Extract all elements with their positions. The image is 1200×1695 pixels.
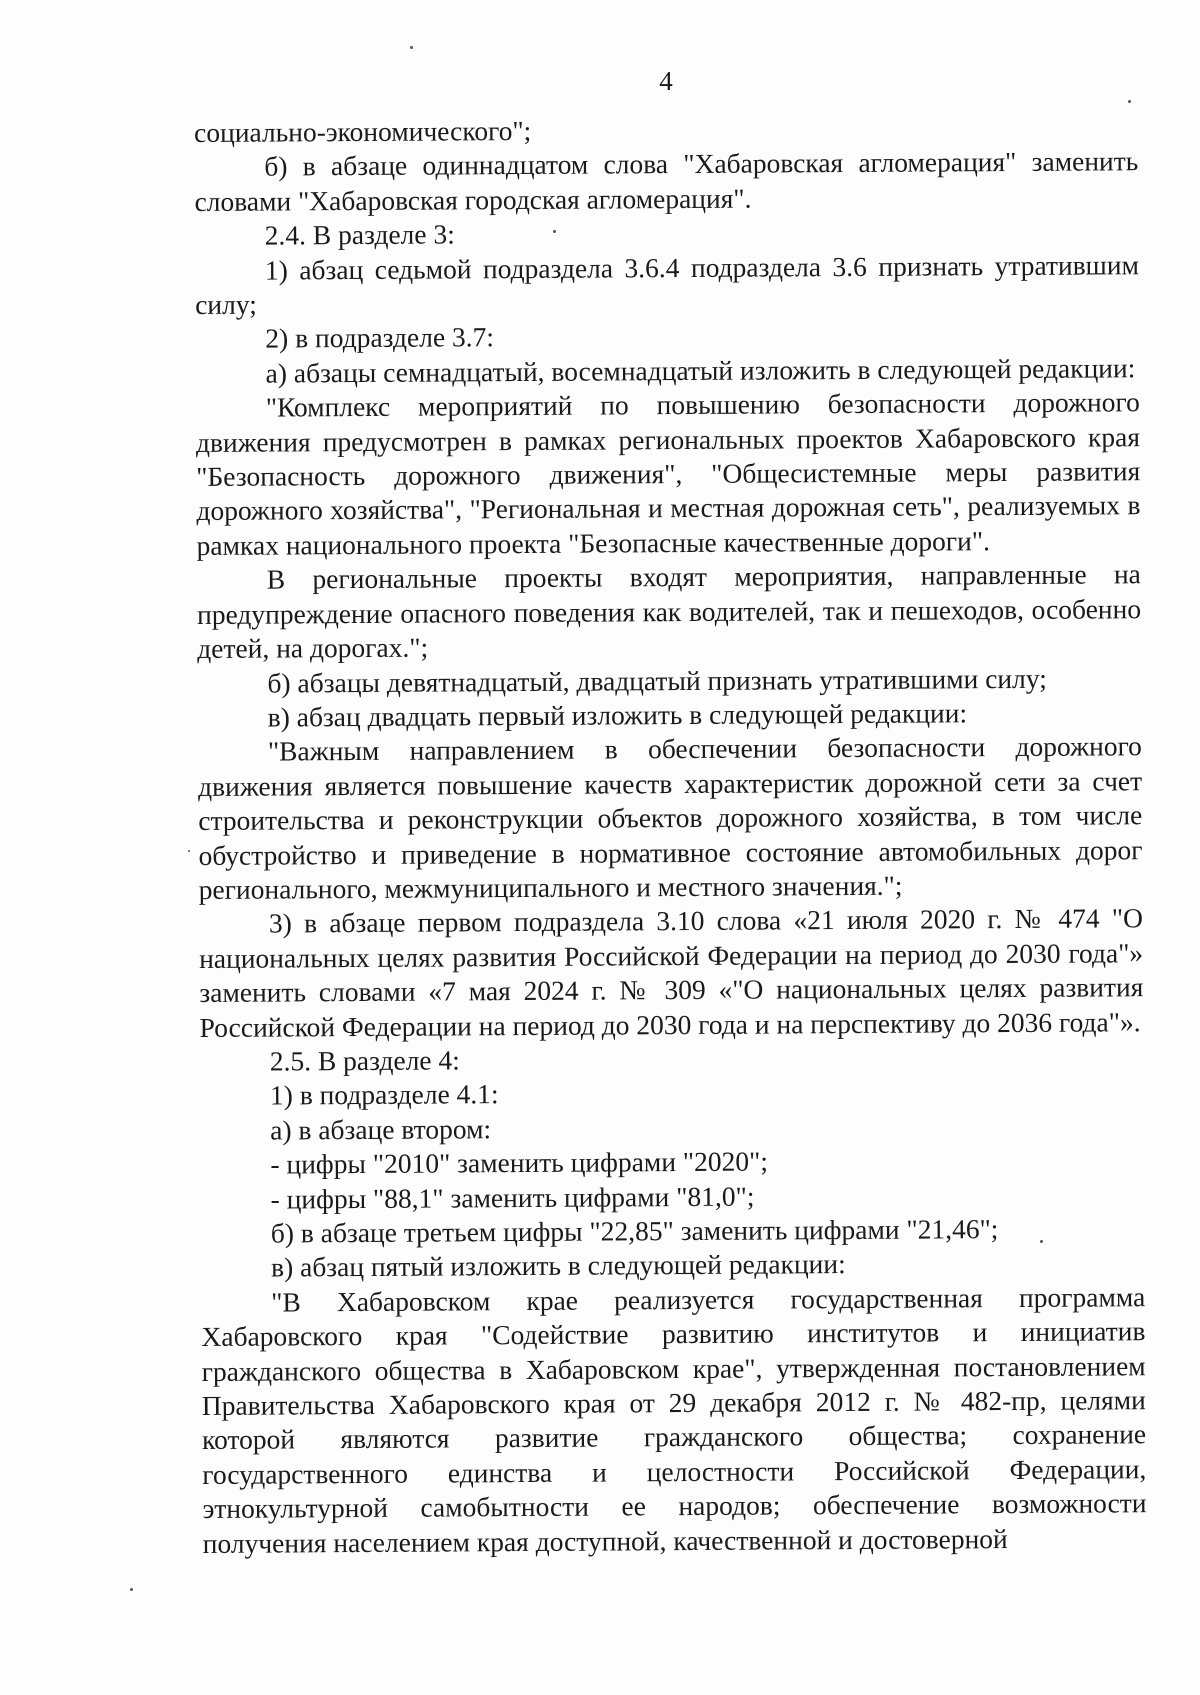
page-number: 4 — [659, 66, 673, 96]
paragraph: б) абзацы девятнадцатый, двадцатый признать утратившими силу; — [267, 662, 1047, 699]
paragraph: в) абзац пятый изложить в следующей редакции: — [270, 1248, 846, 1283]
paragraph: 1) в подразделе 4.1: — [269, 1078, 499, 1111]
paragraph: в) абзац двадцать первый изложить в следующей редакции: — [267, 697, 968, 733]
scan-speck — [1040, 1240, 1043, 1243]
paragraph: 2.5. В разделе 4: — [269, 1044, 460, 1077]
paragraph: "Важным направлением в обеспечении безопасности дорожного движения является повышение качеств характеристик дорожной сети за счет строительства и реконструкции объектов дорожного хозяйства, в том числе обустройство и приведение в нормативное состояние автомобильных дорог регионального, межмуниципального и местного значения."; — [197, 730, 1143, 905]
paragraph: 1) абзац седьмой подраздела 3.6.4 подраздела 3.6 признать утратившим силу; — [195, 248, 1140, 321]
paragraph: 2) в подразделе 3.7: — [265, 321, 495, 355]
paragraph: - цифры "88,1" заменить цифрами "81,0"; — [270, 1180, 755, 1215]
paragraph: 3) в абзаце первом подраздела 3.10 слова «21 июля 2020 г. № 474 "О национальных целях развития Российской Федерации на период до 2030 года"» заменить словами «7 мая 2024 г. № 309 «"О национальных целях развития Российской Федерации на период до 2030 года и на перспективу до 2036 года"». — [199, 902, 1144, 1043]
paragraph: б) в абзаце третьем цифры "22,85" заменить цифрами "21,46"; — [270, 1213, 999, 1249]
paragraph: а) в абзаце втором: — [270, 1112, 492, 1146]
paragraph: б) в абзаце одиннадцатом слова "Хабаровская агломерация" заменить словами "Хабаровская городская агломерация". — [194, 145, 1139, 217]
scan-speck — [553, 230, 556, 233]
paragraph: - цифры "2010" заменить цифрами "2020"; — [270, 1145, 769, 1180]
paragraph: 2.4. В разделе 3: — [264, 218, 455, 251]
scan-speck — [1128, 100, 1131, 103]
paragraph: В региональные проекты входят мероприятия, направленные на предупреждение опасного поведения как водителей, так и пешеходов, особенно детей, на дорогах."; — [196, 558, 1142, 665]
paragraph: а) абзацы семнадцатый, восемнадцатый изложить в следующей редакции: — [265, 352, 1136, 389]
scan-speck — [130, 1588, 133, 1591]
paragraph: "Комплекс мероприятий по повышению безопасности дорожного движения предусмотрен в рамках региональных проектов Хабаровского края "Безопасность дорожного движения", "Общесистемные меры развития дорожного хозяйства", "Региональная и местная дорожная сеть", реализуемых в рамках национального проекта "Безопасные качественные дороги". — [195, 386, 1141, 561]
paragraph: социально-экономического"; — [194, 114, 532, 148]
scan-speck — [410, 46, 413, 49]
paragraph: "В Хабаровском крае реализуется государственная программа Хабаровского края "Содействие развитию институтов и инициатив гражданского общества в Хабаровском крае", утвержденная постановлением Правительства Хабаровского края от 29 декабря 2012 г. № 482-пр, целями которой являются развитие гражданского общества; сохранение государственного единства и целостности Российской Федерации, этнокультурной самобытности ее народов; обеспечение возможности получения населением края доступной, качественной и достоверной — [201, 1281, 1147, 1559]
scan-speck — [188, 850, 190, 852]
document-body — [194, 110, 1147, 1561]
